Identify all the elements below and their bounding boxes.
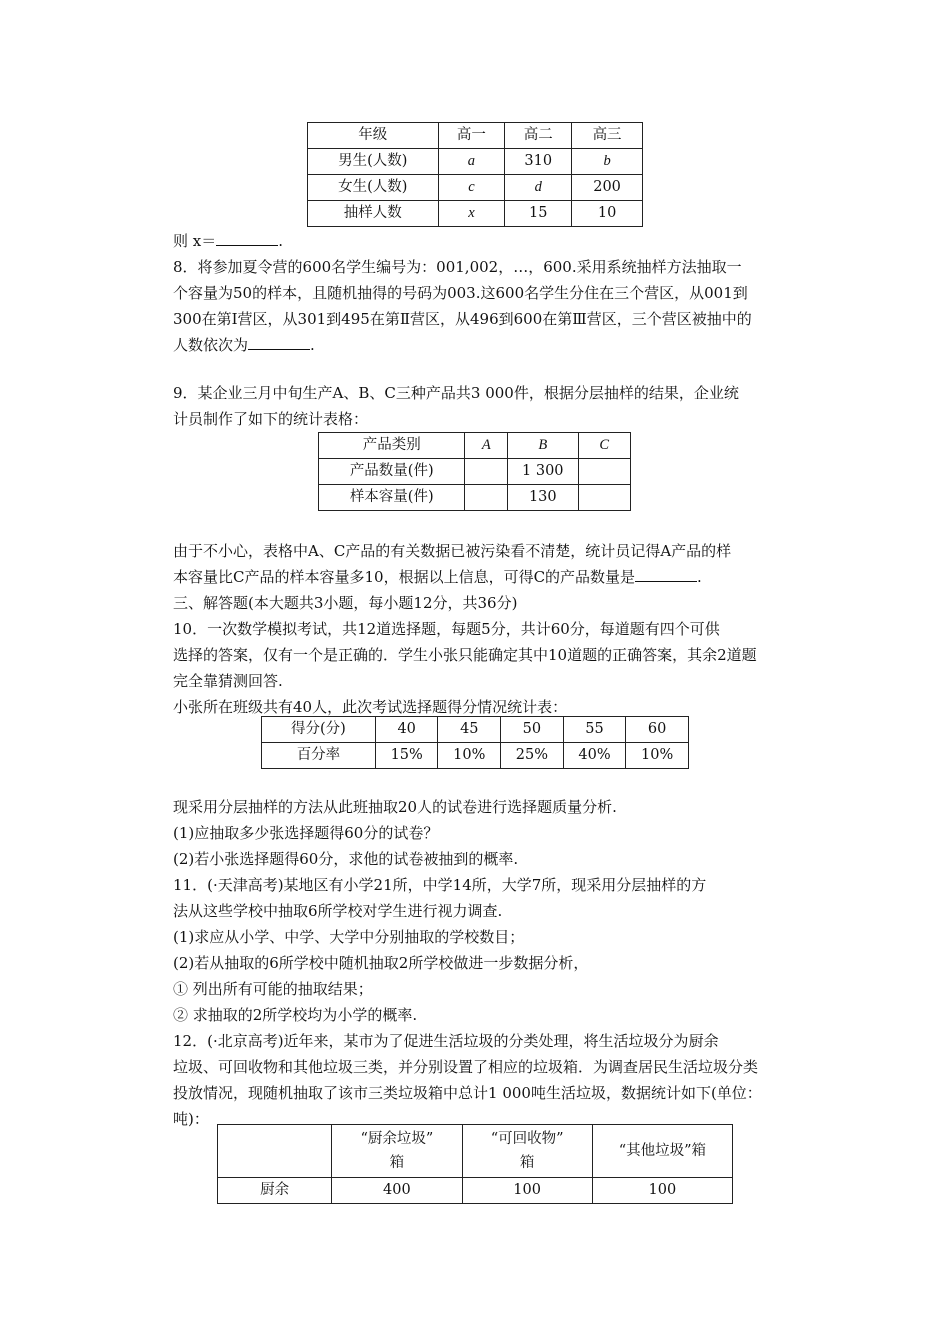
product-table xyxy=(318,432,631,511)
garbage-table xyxy=(217,1124,733,1204)
answer-blank[interactable] xyxy=(248,335,310,350)
q8-line-3: 300在第Ⅰ营区，从301到495在第Ⅱ营区，从496到600在第Ⅲ营区，三个营区被抽中的 xyxy=(173,310,752,328)
q9b-line-2: 本容量比C产品的样本容量多10，根据以上信息，可得C的产品数量是 . xyxy=(173,568,702,586)
q8-line-1: 8．将参加夏令营的600名学生编号为：001,002，…，600.采用系统抽样方法抽取一 xyxy=(173,258,742,276)
answer-blank[interactable] xyxy=(216,231,278,246)
q11-line-3: (1)求应从小学、中学、大学中分别抽取的学校数目； xyxy=(173,928,525,946)
q10-line-1: 10．一次数学模拟考试，共12道选择题，每题5分，共计60分，每道题有四个可供 xyxy=(173,620,720,638)
q12-line-1: 12．(·北京高考)近年来，某市为了促进生活垃圾的分类处理，将生活垃圾分为厨余 xyxy=(173,1032,719,1050)
q10-line-2: 选择的答案，仅有一个是正确的．学生小张只能确定其中10道题的正确答案，其余2道题 xyxy=(173,646,757,664)
q7-answer-line: 则 x＝ . xyxy=(173,232,284,250)
table-row: 年级 高一 高二 高三 xyxy=(308,123,643,149)
q10-line-3: 完全靠猜测回答. xyxy=(173,672,283,690)
q9-line-2: 计员制作了如下的统计表格： xyxy=(173,410,369,428)
table-row: “厨余垃圾” 箱 “可回收物” 箱 “其他垃圾”箱 xyxy=(218,1125,733,1178)
q11-line-4: (2)若从抽取的6所学校中随机抽取2所学校做进一步数据分析， xyxy=(173,954,589,972)
table-row: 抽样人数 x 15 10 xyxy=(308,201,643,227)
q12-line-2: 垃圾、可回收物和其他垃圾三类，并分别设置了相应的垃圾箱．为调查居民生活垃圾分类 xyxy=(173,1058,759,1076)
grade-sampling-table xyxy=(307,122,643,227)
q8-line-4: 人数依次为 . xyxy=(173,336,315,354)
score-table xyxy=(261,716,689,769)
table-row: 产品数量(件) 1 300 xyxy=(319,459,631,485)
q10b-line-3: (2)若小张选择题得60分，求他的试卷被抽到的概率. xyxy=(173,850,519,868)
table-row: 产品类别 A B C xyxy=(319,433,631,459)
table-row: 女生(人数) c d 200 xyxy=(308,175,643,201)
q11-line-6: ② 求抽取的2所学校均为小学的概率. xyxy=(173,1006,418,1024)
answer-blank[interactable] xyxy=(635,567,697,582)
q11-line-5: ① 列出所有可能的抽取结果； xyxy=(173,980,373,998)
q10b-line-1: 现采用分层抽样的方法从此班抽取20人的试卷进行选择题质量分析. xyxy=(173,798,617,816)
table-row: 得分(分) 40 45 50 55 60 xyxy=(262,717,689,743)
q10-line-4: 小张所在班级共有40人，此次考试选择题得分情况统计表： xyxy=(173,698,568,716)
q11-line-1: 11．(·天津高考)某地区有小学21所，中学14所，大学7所，现采用分层抽样的方 xyxy=(173,876,707,894)
q12-line-3: 投放情况，现随机抽取了该市三类垃圾箱中总计1 000吨生活垃圾，数据统计如下(单位： xyxy=(173,1084,762,1102)
table-row: 样本容量(件) 130 xyxy=(319,485,631,511)
q11-line-2: 法从这些学校中抽取6所学校对学生进行视力调查. xyxy=(173,902,503,920)
table-row: 男生(人数) a 310 b xyxy=(308,149,643,175)
q8-line-2: 个容量为50的样本，且随机抽得的号码为003.这600名学生分住在三个营区，从001到 xyxy=(173,284,748,302)
q9b-line-1: 由于不小心，表格中A、C产品的有关数据已被污染看不清楚，统计员记得A产品的样 xyxy=(173,542,732,560)
q10b-line-2: (1)应抽取多少张选择题得60分的试卷？ xyxy=(173,824,439,842)
table-row: 百分率 15% 10% 25% 40% 10% xyxy=(262,743,689,769)
q9-line-1: 9．某企业三月中旬生产A、B、C三种产品共3 000件，根据分层抽样的结果，企业统 xyxy=(173,384,739,402)
table-row: 厨余 400 100 100 xyxy=(218,1178,733,1204)
section-heading: 三、解答题(本大题共3小题，每小题12分，共36分) xyxy=(173,594,518,612)
q12-line-4: 吨)： xyxy=(173,1110,209,1128)
